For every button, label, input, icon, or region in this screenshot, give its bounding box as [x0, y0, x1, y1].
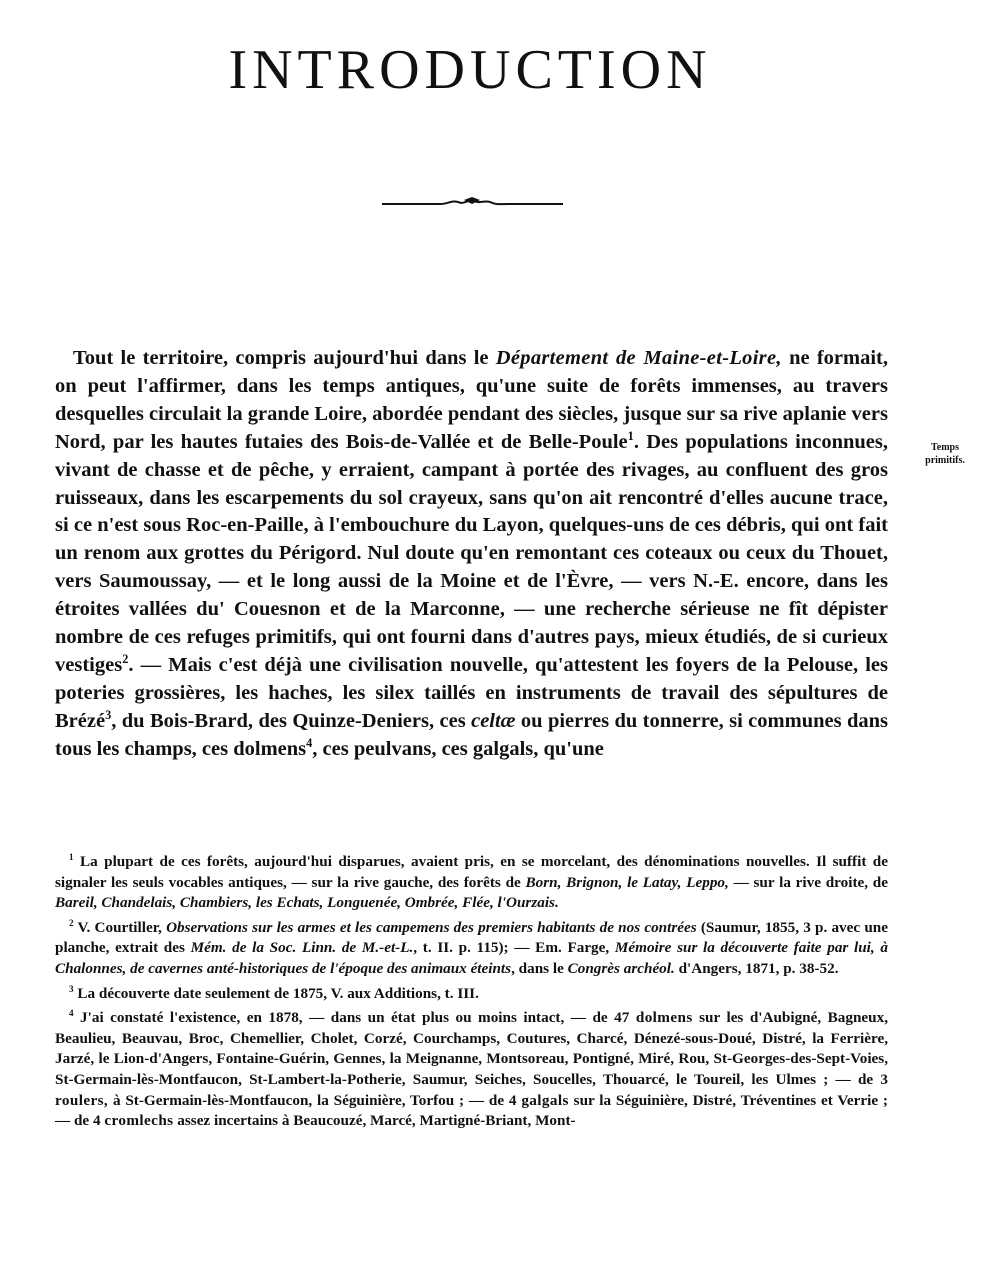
margin-note: Temps primitifs.: [925, 442, 965, 466]
page-title: INTRODUCTION: [228, 39, 712, 101]
footnote-3: $^3$ La découverte date seulement de 1875, V. aux Additions, t. III.: [69, 983, 479, 1002]
footnote-4: $^4$ J'ai constaté l'existence, en 1878, — dans un état plus ou moins intact, — de 47 dolmens sur les d'Aubigné, Bagneux, Beaulieu, Beauvau, Broc, Chemellier, Cholet, Corzé, Courchamps, Coutures, Charcé, Dénezé-sous-Doué, Distré, la Ferrière, Jarzé, le Lion-d'Angers, Fontaine-Guérin, Gennes, la Meignanne, Montsoreau, Pontigné, Miré, Rou, St-Georges-des-Sept-Voies, St-Germain-lès-Montfaucon, St-Lambert-la-Potherie, Saumur, Seiches, Soucelles, Thouarcé, le Toureil, les Ulmes ; — de 3 roulers, à St-Germain-lès-Montfaucon, la Séguinière, Torfou ; — de 4 galgals sur la Séguinière, Distré, Tréventines et Verrie ; — de 4 cromlechs assez incertains à Beaucouzé, Marcé, Martigné-Briant, Mont-: [55, 1008, 888, 1130]
main-paragraph: Tout le territoire, compris aujourd'hui dans le Département de Maine-et-Loire, ne formait, on peut l'affirmer, dans les temps antiques, qu'une suite de forêts immenses, au travers desquelles circulait la grande Loire, abordée pendant des siècles, jusque sur sa rive aplanie vers Nord, par les hautes futaies des Bois-de-Vallée et de Belle-Poule$^1$. Des populations inconnues, vivant de chasse et de pêche, y erraient, campant à portée des rivages, au confluent des gros ruisseaux, dans les escarpements du sol crayeux, sans qu'on ait rencontré d'elles aucune trace, si ce n'est sous Roc-en-Paille, à l'embouchure du Layon, quelques-uns de ces débris, qui ont fait un renom aux grottes du Périgord. Nul doute qu'en remontant ces coteaux ou ceux du Thouet, vers Saumoussay, — et le long aussi de la Moine et de l'Èvre, — vers N.-E. encore, dans les étroites vallées du' Couesnon et de la Marconne, — une recherche sérieuse ne fît dépister nombre de ces refuges primitifs, qui ont fourni dans d'autres pays, mieux étudiés, de si curieux vestiges$^2$. — Mais c'est déjà une civilisation nouvelle, qu'attestent les foyers de la Pelouse, les poteries grossières, les haches, les silex taillés en instruments de travail des sépultures de Brézé$^3$, du Bois-Brard, des Quinze-Deniers, ces celtæ ou pierres du tonnerre, si communes dans tous les champs, ces dolmens$^4$, ces peulvans, ces galgals, qu'une: [55, 347, 889, 760]
footnote-ref-4: 4: [306, 735, 313, 750]
footnote-ref-3: 3: [105, 707, 112, 722]
footnote-ref-2: 2: [122, 652, 129, 667]
ornament-divider: [380, 196, 565, 210]
footnote-1: $^1$ La plupart de ces forêts, aujourd'hui disparues, avaient pris, en se morcelant, des dénominations nouvelles. Il suffit de signaler les seuls vocables antiques, — sur la rive gauche, des forêts de Born, Brignon, le Latay, Leppo, — sur la rive droite, de Bareil, Chandelais, Chambiers, les Echats, Longuenée, Ombrée, Flée, l'Ourzais.: [55, 851, 888, 912]
department-name: Département de Maine-et-Loire,: [495, 347, 782, 369]
footnotes: [55, 852, 888, 1136]
footnote-ref-1: 1: [627, 428, 634, 443]
footnote-2: $^2$ V. Courtiller, Observations sur les armes et les campemens des premiers habitants de nos contrées (Saumur, 1855, 3 p. avec une planche, extrait des Mém. de la Soc. Linn. de M.-et-L., t. II. p. 115); — Em. Farge, Mémoire sur la découverte faite par lui, à Chalonnes, de cavernes anté-historiques de l'époque des animaux éteints, dans le Congrès archéol. d'Angers, 1871, p. 38-52.: [55, 917, 888, 977]
